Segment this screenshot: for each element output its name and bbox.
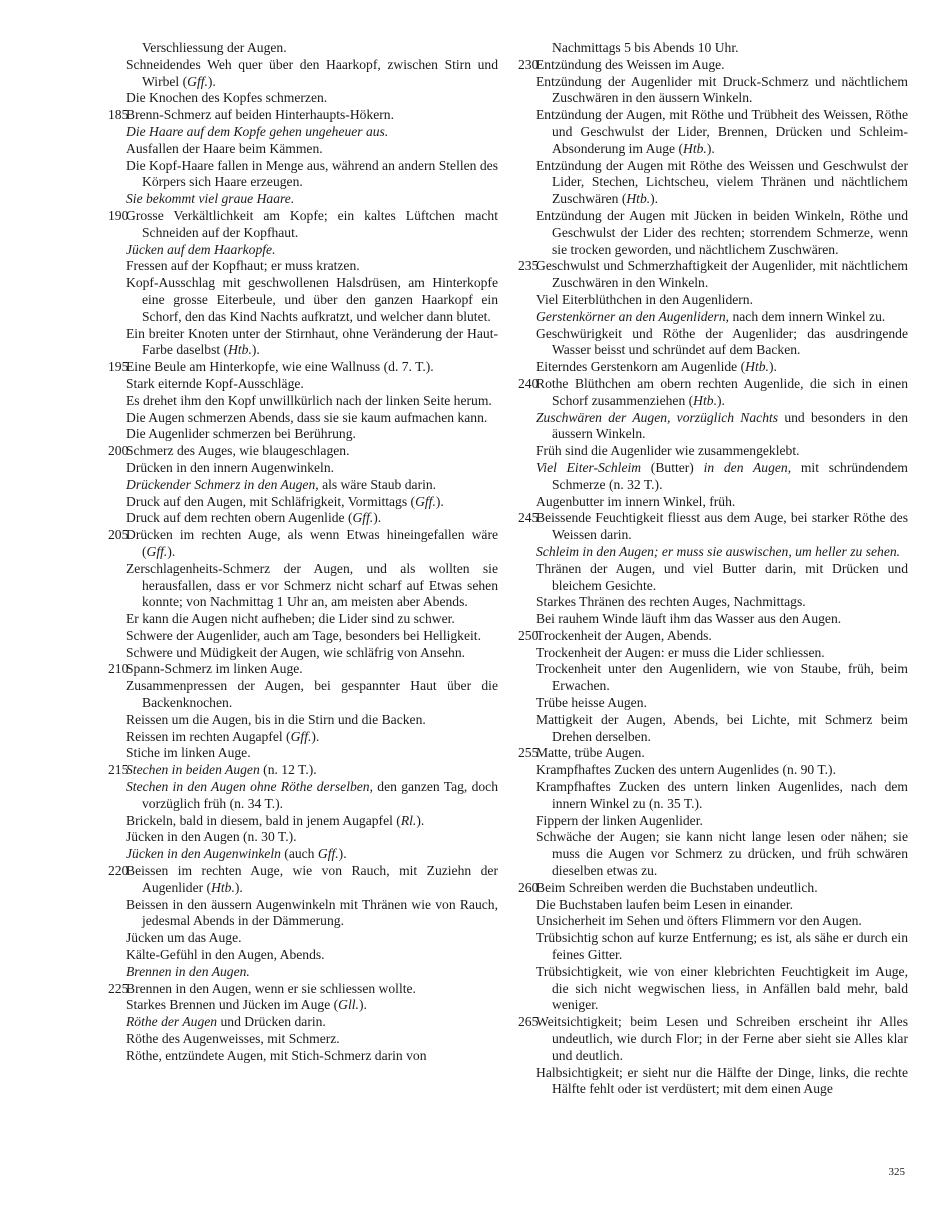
symptom-entry — [108, 611, 498, 628]
entry-text: Röthe des Augenweisses, mit Schmerz. — [126, 1031, 340, 1047]
entry-text: Fressen auf der Kopfhaut; er muss kratzen. — [126, 258, 360, 274]
entry-text: Schwere und Müdigkeit der Augen, wie schläfrig von Ansehn. — [126, 644, 466, 660]
entry-text: Reissen um die Augen, bis in die Stirn und die Backen. — [126, 711, 426, 727]
numbered-entry — [518, 628, 908, 645]
symptom-entry — [108, 930, 498, 947]
entry-text: und besonders in den äussern Winkeln. — [552, 409, 908, 442]
entry-text: Jücken um das Auge. — [126, 930, 242, 946]
entry-text: Die Knochen des Kopfes schmerzen. — [126, 90, 328, 106]
symptom-entry — [518, 645, 908, 662]
entry-text: Rothe Blüthchen am obern rechten Augenlide, die sich in einen Schorf zusammenziehen ( — [536, 375, 908, 408]
entry-number: 235 — [518, 258, 539, 274]
entry-text: Beissen in den äussern Augenwinkeln mit Thränen wie von Rauch, jedesmal Abends in der Dämmerung. — [126, 896, 498, 929]
symptom-entry — [518, 611, 908, 628]
entry-text: Entzündung der Augen mit Jücken in beiden Winkeln, Röthe und Geschwulst der Lider des rechten; storrendem Schmerze, wenn sie trocken geworden, und nächtlichem Zuschwären. — [536, 207, 908, 257]
symptom-entry — [108, 376, 498, 393]
symptom-entry — [518, 829, 908, 879]
entry-text: Ein breiter Knoten unter der Stirnhaut, ohne Veränderung der Haut-Farbe daselbst ( — [126, 325, 498, 358]
symptom-entry — [518, 74, 908, 108]
entry-text: Drücken im rechten Auge, als wenn Etwas hineingefallen wäre ( — [126, 527, 498, 559]
entry-text: Beissende Feuchtigkeit fliesst aus dem Auge, bei starker Röthe des Weissen darin. — [536, 510, 908, 543]
symptom-entry — [108, 947, 498, 964]
entry-text: Trockenheit der Augen, Abends. — [536, 627, 712, 643]
entry-text: , als wäre Staub darin. — [315, 476, 437, 492]
symptom-entry — [518, 107, 908, 157]
symptom-entry — [108, 712, 498, 729]
symptom-entry — [518, 326, 908, 360]
symptom-entry — [518, 359, 908, 376]
symptom-entry — [108, 1014, 498, 1031]
entry-number: 200 — [108, 443, 129, 459]
entry-text: Geschwulst und Schmerzhaftigkeit der Augenlider, mit nächtlichem Zuschwären in den Winkeln. — [536, 258, 908, 291]
symptom-entry — [518, 158, 908, 208]
symptom-entry — [518, 813, 908, 830]
entry-text: Nachmittags 5 bis Abends 10 Uhr. — [552, 40, 739, 55]
entry-text: Fippern der linken Augenlider. — [536, 812, 703, 828]
numbered-entry — [108, 359, 498, 376]
italic-text: Stechen in beiden Augen — [126, 762, 260, 778]
numbered-entry — [108, 762, 498, 779]
entry-text: ). — [251, 342, 260, 358]
symptom-entry — [108, 410, 498, 427]
symptom-entry — [108, 90, 498, 107]
entry-text: Drücken in den innern Augenwinkeln. — [126, 459, 335, 475]
entry-text: Die Augenlider schmerzen bei Berührung. — [126, 426, 356, 442]
symptom-entry — [518, 40, 908, 57]
symptom-entry — [108, 460, 498, 477]
entry-text: Druck auf den Augen, mit Schläfrigkeit, Vormittags ( — [126, 493, 416, 509]
symptom-entry — [108, 326, 498, 360]
numbered-entry — [108, 107, 498, 124]
entry-text: Entzündung des Weissen im Auge. — [536, 56, 725, 72]
italic-text: Drückender Schmerz in den Augen — [126, 476, 316, 492]
numbered-entry — [518, 510, 908, 544]
entry-text: Trübsichtig schon auf kurze Entfernung; es ist, als sähe er durch ein feines Gitter. — [536, 930, 908, 963]
italic-text: Stechen in den Augen ohne Röthe derselben — [126, 779, 370, 795]
italic-text: Die Haare auf dem Kopfe gehen ungeheuer aus. — [126, 123, 389, 139]
italic-text: in den Augen — [703, 459, 788, 475]
entry-text: ). — [716, 392, 725, 408]
entry-text: Geschwürigkeit und Röthe der Augenlider; das ausdringende Wasser beisst und schründet auf dem Backen. — [536, 325, 908, 358]
entry-text: Unsicherheit im Sehen und öfters Flimmern vor den Augen. — [536, 913, 862, 929]
entry-text: Entzündung der Augen mit Röthe des Weissen und Geschwulst der Lider, Stechen, Lichtscheu, vielem Thränen und nächtlichem Zuschwären ( — [536, 157, 908, 207]
entry-text: Stark eiternde Kopf-Ausschläge. — [126, 375, 304, 391]
entry-text: , mit schründendem Schmerze (n. 32 T.). — [552, 459, 908, 492]
symptom-entry — [108, 813, 498, 830]
symptom-entry — [108, 1048, 498, 1065]
symptom-entry — [108, 158, 498, 192]
entry-text: ). — [234, 879, 243, 895]
symptom-entry — [108, 124, 498, 141]
symptom-entry — [108, 141, 498, 158]
symptom-entry — [518, 913, 908, 930]
entry-number: 250 — [518, 627, 539, 643]
entry-number: 225 — [108, 980, 129, 996]
symptom-entry — [108, 426, 498, 443]
entry-text: Matte, trübe Augen. — [536, 745, 645, 761]
symptom-entry — [518, 661, 908, 695]
entry-text: Trockenheit der Augen: er muss die Lider schliessen. — [536, 644, 825, 660]
symptom-entry — [108, 1031, 498, 1048]
entry-text: Jücken in den Augen (n. 30 T.). — [126, 829, 297, 845]
entry-number: 205 — [108, 527, 129, 543]
entry-text: Stiche im linken Auge. — [126, 745, 251, 761]
entry-text: ). — [373, 510, 382, 526]
entry-text: ). — [435, 493, 444, 509]
entry-text: ). — [358, 997, 367, 1013]
entry-number: 215 — [108, 762, 129, 778]
entry-text: ). — [338, 846, 347, 862]
entry-number: 195 — [108, 359, 129, 375]
symptom-entry — [518, 1065, 908, 1099]
symptom-entry — [518, 695, 908, 712]
italic-text: Gff. — [146, 543, 168, 559]
italic-text: Htb. — [211, 879, 235, 895]
entry-text: Er kann die Augen nicht aufheben; die Lider sind zu schwer. — [126, 611, 455, 627]
entry-number: 240 — [518, 375, 539, 391]
symptom-entry — [108, 275, 498, 325]
italic-text: Htb. — [745, 359, 769, 375]
entry-text: Weitsichtigkeit; beim Lesen und Schreiben erscheint ihr Alles undeutlich, wie durch Flor; in der Ferne aber sieht sie Alles klar und deutlich. — [536, 1014, 908, 1063]
numbered-entry — [518, 745, 908, 762]
entry-text: Röthe, entzündete Augen, mit Stich-Schmerz darin von — [126, 1047, 427, 1063]
numbered-entry — [518, 1014, 908, 1064]
entry-text: Beim Schreiben werden die Buchstaben undeutlich. — [536, 879, 818, 895]
italic-text: Jücken in den Augenwinkeln — [126, 846, 281, 862]
entry-text: Brenn-Schmerz auf beiden Hinterhaupts-Hökern. — [126, 107, 395, 123]
entry-text: Kopf-Ausschlag mit geschwollenen Halsdrüsen, am Hinterkopfe eine grosse Eiterbeule, und über den ganzen Haarkopf ein Schorf, den das Kind Nachts aufkratzt, und welcher dann blutet. — [126, 275, 498, 324]
entry-text: Bei rauhem Winde läuft ihm das Wasser aus den Augen. — [536, 611, 842, 627]
entry-text: (n. 12 T.). — [259, 762, 317, 778]
entry-text: Beissen im rechten Auge, wie von Rauch, mit Zuziehn der Augenlider ( — [126, 863, 498, 895]
symptom-entry — [518, 460, 908, 494]
entry-number: 185 — [108, 107, 129, 123]
entry-text: Entzündung der Augenlider mit Druck-Schmerz und nächtlichem Zuschwären in den äussern Winkeln. — [536, 73, 908, 106]
symptom-entry — [108, 40, 498, 57]
numbered-entry — [108, 443, 498, 460]
numbered-entry — [108, 863, 498, 897]
symptom-entry — [518, 594, 908, 611]
symptom-entry — [108, 57, 498, 91]
entry-text: Kälte-Gefühl in den Augen, Abends. — [126, 947, 325, 963]
entry-number: 230 — [518, 56, 539, 72]
entry-text: Eine Beule am Hinterkopfe, wie eine Wallnuss (d. 7. T.). — [126, 359, 434, 375]
symptom-entry — [518, 208, 908, 258]
entry-text: ). — [167, 543, 176, 559]
symptom-entry — [108, 846, 498, 863]
symptom-entry — [108, 645, 498, 662]
entry-text: Entzündung der Augen, mit Röthe und Trübheit des Weissen, Röthe und Geschwulst der Lider, Brennen, Drücken und Schleim-Absonderung im Auge ( — [536, 107, 908, 156]
entry-text: Schneidendes Weh quer über den Haarkopf, zwischen Stirn und Wirbel ( — [126, 56, 498, 89]
entry-text: Brennen in den Augen, wenn er sie schliessen wollte. — [126, 980, 416, 996]
entry-text: Trübsichtigkeit, wie von einer klebrichten Feuchtigkeit im Auge, die sich nicht wegwischen liess, in Anfällen bald mehr, bald weniger. — [536, 963, 908, 1013]
entry-number: 220 — [108, 863, 129, 879]
entry-text: (auch — [280, 846, 318, 862]
entry-number: 255 — [518, 745, 539, 761]
italic-text: Htb. — [683, 140, 707, 156]
entry-text: Die Kopf-Haare fallen in Menge aus, während an andern Stellen des Körpers sich Haare erzeugen. — [126, 157, 498, 190]
entry-text: Schwere der Augenlider, auch am Tage, besonders bei Helligkeit. — [126, 627, 481, 643]
symptom-entry — [518, 561, 908, 595]
entry-text: Die Augen schmerzen Abends, dass sie sie kaum aufmachen kann. — [126, 409, 488, 425]
symptom-entry — [518, 494, 908, 511]
entry-text: Viel Eiterblüthchen in den Augenlidern. — [536, 291, 754, 307]
left-column — [108, 40, 498, 1065]
entry-text: Früh sind die Augenlider wie zusammengeklebt. — [536, 443, 800, 459]
right-column — [518, 40, 908, 1098]
entry-text: ). — [650, 191, 659, 207]
entry-text: (Butter) — [641, 459, 704, 475]
symptom-entry — [108, 242, 498, 259]
symptom-entry — [108, 745, 498, 762]
symptom-entry — [108, 477, 498, 494]
entry-text: Schmerz des Auges, wie blaugeschlagen. — [126, 443, 350, 459]
entry-text: Ausfallen der Haare beim Kämmen. — [126, 140, 323, 156]
entry-text: ). — [768, 359, 777, 375]
entry-text: ). — [311, 728, 320, 744]
symptom-entry — [518, 712, 908, 746]
entry-text: Spann-Schmerz im linken Auge. — [126, 661, 303, 677]
numbered-entry — [518, 376, 908, 410]
symptom-entry — [518, 897, 908, 914]
entry-text: ). — [706, 140, 715, 156]
italic-text: Sie bekommt viel graue Haare. — [126, 191, 295, 207]
numbered-entry — [518, 258, 908, 292]
entry-text: Krampfhaftes Zucken des untern linken Augenlides, nach dem innern Winkel zu (n. 35 T.). — [536, 779, 908, 811]
entry-text: , den ganzen Tag, doch vorzüglich früh (n. 34 T.). — [142, 779, 499, 811]
numbered-entry — [108, 981, 498, 998]
italic-text: Gff. — [290, 728, 312, 744]
symptom-entry — [518, 292, 908, 309]
italic-text: Gll. — [338, 997, 359, 1013]
italic-text: Gff. — [415, 493, 436, 509]
entry-text: Druck auf dem rechten obern Augenlide ( — [126, 510, 353, 526]
italic-text: Rl. — [400, 812, 417, 828]
entry-number: 260 — [518, 879, 539, 895]
italic-text: Htb. — [228, 342, 252, 358]
entry-text: , nach dem innern Winkel zu. — [725, 308, 886, 324]
numbered-entry — [518, 57, 908, 74]
entry-text: Grosse Verkältlichkeit am Kopfe; ein kaltes Lüftchen macht Schneiden auf der Kopfhaut. — [126, 207, 498, 240]
entry-text: Schwäche der Augen; sie kann nicht lange lesen oder nähen; sie muss die Augen vor Schmerz zu drücken, und früh schwären dieselben etwas zu. — [536, 829, 908, 879]
symptom-entry — [518, 964, 908, 1014]
italic-text: Jücken auf dem Haarkopfe. — [126, 241, 276, 257]
entry-text: ). — [416, 812, 425, 828]
entry-text: Augenbutter im innern Winkel, früh. — [536, 493, 736, 509]
entry-text: Trockenheit unter den Augenlidern, wie von Staube, früh, beim Erwachen. — [536, 661, 908, 694]
entry-text: Zerschlagenheits-Schmerz der Augen, und als wollten sie herausfallen, dass er vor Schmerz nicht scharf auf Etwas sehen konnte; von Nachmittag 1 Uhr an, am meisten aber Abends. — [126, 560, 498, 610]
italic-text: Htb. — [693, 392, 717, 408]
symptom-entry — [108, 779, 498, 813]
entry-number: 265 — [518, 1014, 539, 1030]
symptom-entry — [518, 930, 908, 964]
entry-number: 210 — [108, 661, 129, 677]
numbered-entry — [108, 527, 498, 561]
entry-number: 245 — [518, 510, 539, 526]
symptom-entry — [518, 762, 908, 779]
numbered-entry — [518, 880, 908, 897]
symptom-entry — [108, 897, 498, 931]
entry-text: Verschliessung der Augen. — [142, 40, 287, 55]
symptom-entry — [108, 678, 498, 712]
page-number: 325 — [888, 1166, 905, 1178]
entry-text: Trübe heisse Augen. — [536, 695, 647, 711]
italic-text: Gff. — [317, 846, 339, 862]
symptom-entry — [518, 309, 908, 326]
symptom-entry — [518, 443, 908, 460]
italic-text: Schleim in den Augen; er muss sie auswischen, um heller zu sehen. — [536, 543, 901, 559]
entry-text: Die Buchstaben laufen beim Lesen in einander. — [536, 896, 794, 912]
symptom-entry — [108, 964, 498, 981]
symptom-entry — [108, 494, 498, 511]
symptom-entry — [108, 829, 498, 846]
italic-text: Zuschwären der Augen, vorzüglich Nachts — [536, 409, 779, 425]
italic-text: Gff. — [187, 73, 208, 89]
entry-text: Krampfhaftes Zucken des untern Augenlides (n. 90 T.). — [536, 762, 836, 778]
symptom-entry — [518, 544, 908, 561]
symptom-entry — [518, 779, 908, 813]
entry-text: Reissen im rechten Augapfel ( — [126, 728, 291, 744]
italic-text: Röthe der Augen — [126, 1014, 218, 1030]
entry-text: ). — [207, 73, 216, 89]
numbered-entry — [108, 208, 498, 242]
entry-text: Es drehet ihm den Kopf unwillkürlich nach der linken Seite herum. — [126, 392, 492, 408]
symptom-entry — [108, 191, 498, 208]
entry-text: Mattigkeit der Augen, Abends, bei Lichte, mit Schmerz beim Drehen derselben. — [536, 711, 908, 744]
entry-text: Thränen der Augen, und viel Butter darin, mit Drücken und bleichem Gesichte. — [536, 560, 908, 593]
symptom-entry — [108, 997, 498, 1014]
entry-text: Zusammenpressen der Augen, bei gespannter Haut über die Backenknochen. — [126, 678, 498, 711]
symptom-entry — [108, 258, 498, 275]
italic-text: Viel Eiter-Schleim — [536, 459, 642, 475]
symptom-entry — [108, 393, 498, 410]
italic-text: Gff. — [352, 510, 374, 526]
entry-text: Starkes Brennen und Jücken im Auge ( — [126, 997, 339, 1013]
entry-number: 190 — [108, 207, 129, 223]
entry-text: Starkes Thränen des rechten Auges, Nachmittags. — [536, 594, 806, 610]
symptom-entry — [518, 410, 908, 444]
entry-text: Halbsichtigkeit; er sieht nur die Hälfte der Dinge, links, die rechte Hälfte fehlt oder ist verdüstert; mit dem einen Auge — [536, 1064, 908, 1097]
italic-text: Htb. — [626, 191, 651, 207]
symptom-entry — [108, 628, 498, 645]
symptom-entry — [108, 561, 498, 611]
italic-text: Brennen in den Augen. — [126, 963, 250, 979]
entry-text: und Drücken darin. — [217, 1014, 326, 1030]
entry-text: Eiterndes Gerstenkorn am Augenlide ( — [536, 359, 746, 375]
entry-text: Brickeln, bald in diesem, bald in jenem Augapfel ( — [126, 812, 401, 828]
italic-text: Gerstenkörner an den Augenlidern — [536, 308, 726, 324]
symptom-entry — [108, 729, 498, 746]
numbered-entry — [108, 661, 498, 678]
symptom-entry — [108, 510, 498, 527]
